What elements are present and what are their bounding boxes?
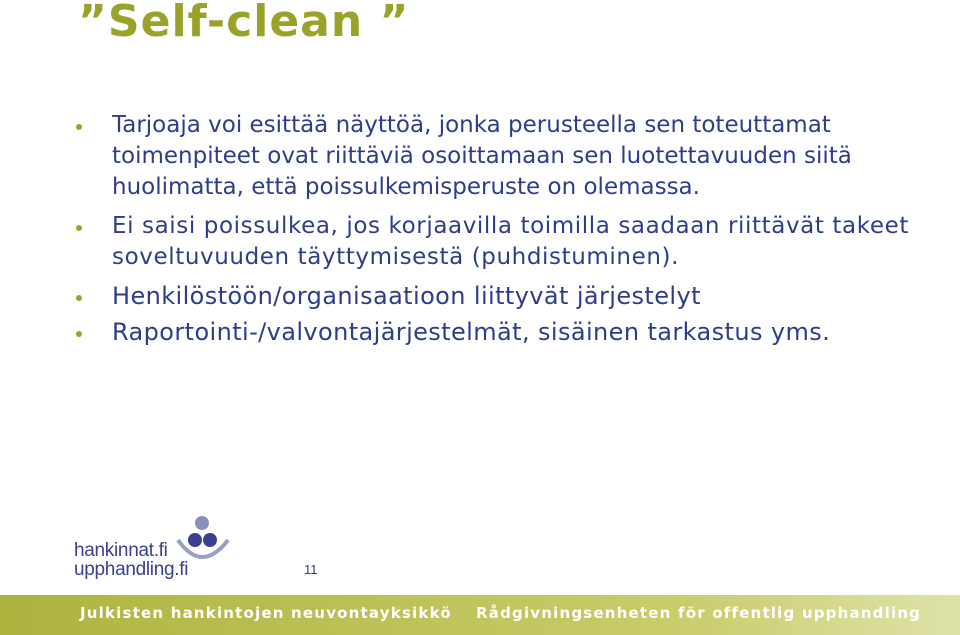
footer-text-finnish: Julkisten hankintojen neuvontayksikkö <box>80 604 452 622</box>
hankinnat-logo <box>74 514 239 582</box>
bullet-text: Henkilöstöön/organisaatioon liittyvät järjestelyt <box>112 282 701 310</box>
bullet-item <box>76 315 936 349</box>
bullet-item <box>76 110 936 203</box>
logo-text-sv: upphandling.fi <box>74 559 189 580</box>
bullet-item <box>76 279 936 313</box>
footer-text-swedish: Rådgivningsenheten för offentlig upphandling <box>476 604 922 622</box>
bullet-dot-icon <box>76 295 82 301</box>
bullet-list <box>76 110 936 349</box>
bullet-dot-icon <box>76 225 82 231</box>
bullet-dot-icon <box>76 331 82 337</box>
bullet-text: Raportointi-/valvontajärjestelmät, sisäinen tarkastus yms. <box>112 318 831 346</box>
bullet-text: Ei saisi poissulkea, jos korjaavilla toimilla saadaan riittävät takeet soveltuvuuden täyttymisestä (puhdistuminen). <box>112 213 909 270</box>
bullet-dot-icon <box>76 124 82 130</box>
logo-text-fi: hankinnat.fi <box>74 540 168 561</box>
page-number: 11 <box>304 562 318 577</box>
footer-bar <box>0 595 960 635</box>
bullet-item <box>76 211 936 273</box>
bullet-text: Tarjoaja voi esittää näyttöä, jonka perusteella sen toteuttamat toimenpiteet ovat riittäviä osoittamaan sen luotettavuuden siitä huolimatta, että poissulkemisperuste on olemassa. <box>112 112 852 200</box>
people-logo-icon <box>166 514 236 562</box>
slide-title: ”Self-clean ” <box>78 0 410 47</box>
